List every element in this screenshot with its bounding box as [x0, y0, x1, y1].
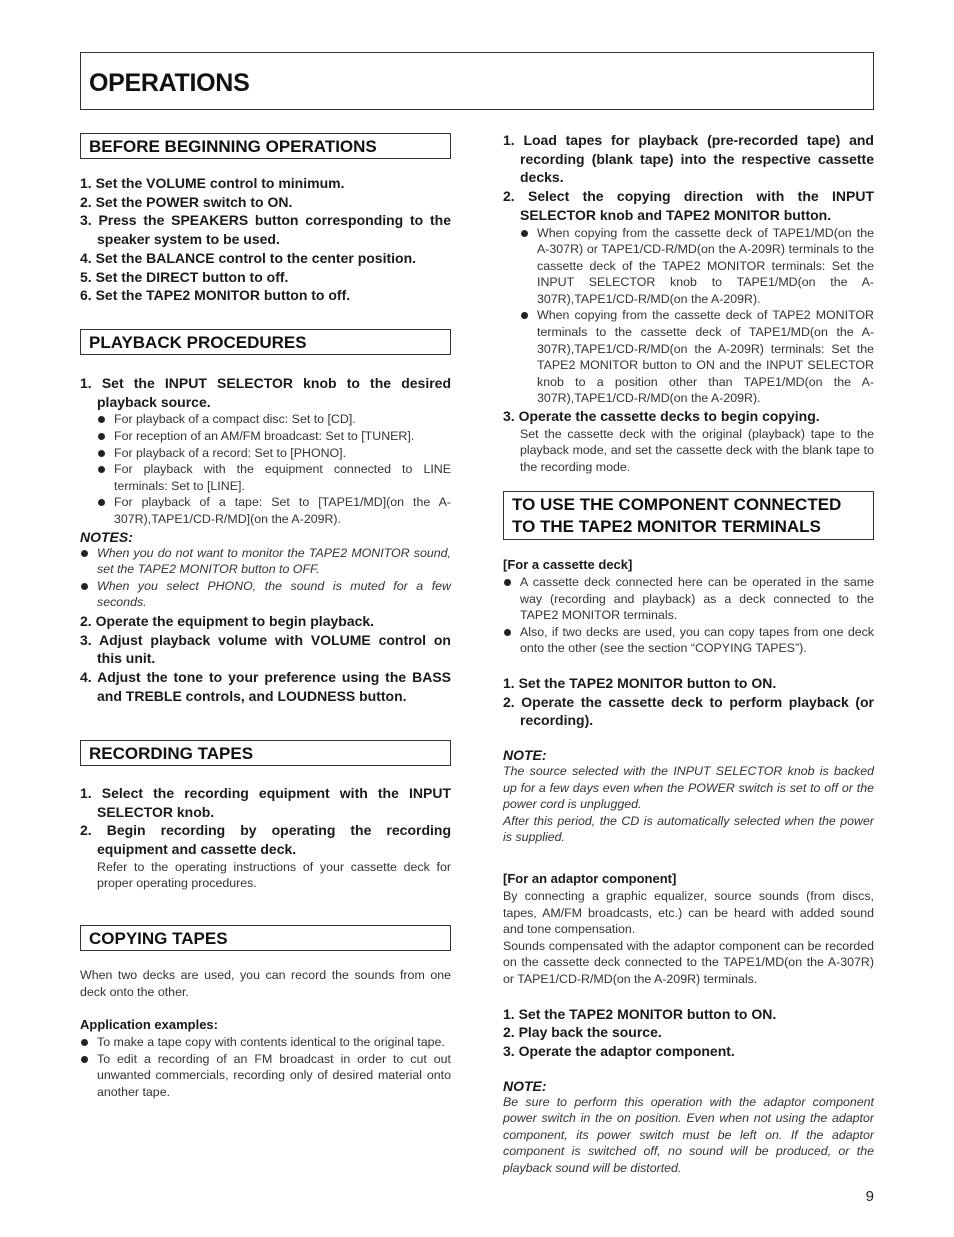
- cassette-deck-heading: [For a cassette deck]: [503, 557, 633, 572]
- component-heading-line1: TO USE THE COMPONENT CONNECTED: [512, 495, 842, 514]
- step-item: 4. Adjust the tone to your preference using the BASS and TREBLE controls, and LOUDNESS button.: [80, 669, 451, 704]
- step-item: 1. Set the VOLUME control to minimum.: [80, 175, 345, 191]
- section-heading-copying: COPYING TAPES: [80, 925, 451, 951]
- page-title: OPERATIONS: [89, 69, 250, 97]
- adaptor-text: Sounds compensated with the adaptor component can be recorded on the cassette deck connected to the TAPE1/MD(on the A-307R) or TAPE1/CD-R/MD(on the A-209R) terminals.: [503, 938, 874, 986]
- section-heading-before-beginning: BEFORE BEGINNING OPERATIONS: [80, 133, 451, 159]
- application-examples-heading: Application examples:: [80, 1017, 218, 1033]
- bullet-item: For playback with the equipment connected to LINE terminals: Set to [LINE].: [97, 461, 451, 494]
- bullet-item: For playback of a compact disc: Set to [CD].: [97, 411, 451, 428]
- note-text: The source selected with the INPUT SELECTOR knob is backed up for a few days even when the POWER switch is set to off or the power cord is unplugged.: [503, 764, 874, 812]
- notes-heading: NOTES:: [80, 528, 133, 545]
- bullet-item: Also, if two decks are used, you can copy tapes from one deck onto the other (see the section “COPYING TAPES”).: [503, 624, 874, 657]
- adaptor-block: [503, 871, 874, 1177]
- step-item: 2. Operate the cassette deck to perform playback (or recording).: [503, 693, 874, 729]
- note-text: After this period, the CD is automatically selected when the power is supplied.: [503, 813, 874, 845]
- copying-block: [80, 967, 451, 1101]
- bullet-icon: [98, 466, 105, 473]
- copying-steps-block: [503, 131, 874, 476]
- cassette-deck-block: [503, 557, 874, 846]
- note-heading: NOTE:: [503, 747, 547, 764]
- bullet-item: For playback of a tape: Set to [TAPE1/MD](on the A-307R),TAPE1/CD-R/MD](on the A-209R).: [97, 494, 451, 527]
- bullet-icon: [98, 433, 105, 440]
- bullet-icon: [81, 1056, 88, 1063]
- bullet-item: When copying from the cassette deck of TAPE1/MD(on the A-307R) or TAPE1/CD-R/MD(on the A-209R) terminals to the cassette deck of the TAPE2 MONITOR terminals: Set the INPUT SELECTOR knob to TAPE1/MD(on the A-307R),TAPE1/CD-R/MD(on the A-209R).: [520, 225, 874, 308]
- page-number: 9: [865, 1188, 874, 1205]
- step-item: 1. Load tapes for playback (pre-recorded tape) and recording (blank tape) into the respective cassette decks.: [503, 132, 874, 186]
- bullet-icon: [81, 1039, 88, 1046]
- bullet-icon: [81, 583, 88, 590]
- bullet-item: To make a tape copy with contents identical to the original tape.: [80, 1034, 451, 1051]
- section-heading-playback: PLAYBACK PROCEDURES: [80, 329, 451, 355]
- step-item: 2. Select the copying direction with the INPUT SELECTOR knob and TAPE2 MONITOR button.: [503, 188, 874, 223]
- step-item: 3. Press the SPEAKERS button corresponding to the speaker system to be used.: [80, 212, 451, 248]
- step-item: 5. Set the DIRECT button to off.: [80, 268, 289, 285]
- step-item: 3. Operate the cassette decks to begin copying.: [503, 408, 820, 425]
- step-item: 4. Set the BALANCE control to the center position.: [80, 249, 417, 266]
- bullet-icon: [98, 416, 105, 423]
- note-item: When you select PHONO, the sound is muted for a few seconds.: [80, 578, 451, 611]
- step-item: 2. Set the POWER switch to ON.: [80, 193, 293, 210]
- step-item: 1. Select the recording equipment with the INPUT SELECTOR knob.: [80, 785, 451, 820]
- section-heading-component: [503, 491, 874, 540]
- note-item: When you do not want to monitor the TAPE2 MONITOR sound, set the TAPE2 MONITOR button to OFF.: [80, 545, 451, 578]
- bullet-icon: [504, 629, 511, 636]
- adaptor-text: By connecting a graphic equalizer, source sounds (from discs, tapes, AM/FM broadcasts, etc.) can be heard with added sound and tone compensation.: [503, 889, 874, 937]
- copying-step3-text: Set the cassette deck with the original (playback) tape to the playback mode, and set the cassette deck with the blank tape to the recording mode.: [520, 426, 874, 474]
- step-item: 2. Play back the source.: [503, 1024, 662, 1041]
- component-heading-line2: TO THE TAPE2 MONITOR TERMINALS: [512, 517, 821, 536]
- step-item: 3. Operate the adaptor component.: [503, 1042, 735, 1059]
- step-item: 2. Begin recording by operating the recording equipment and cassette deck.: [80, 822, 451, 858]
- before-beginning-steps: [80, 174, 451, 305]
- step-item: 1. Set the INPUT SELECTOR knob to the desired playback source.: [80, 375, 451, 410]
- bullet-item: To edit a recording of an FM broadcast in order to cut out unwanted commercials, recording only of desired material onto another tape.: [80, 1051, 451, 1101]
- bullet-item: When copying from the cassette deck of TAPE2 MONITOR terminals to the cassette deck of TAPE1/MD(on the A-307R),TAPE1/CD-R/MD(on the A-209R) terminals: Set the TAPE2 MONITOR button to ON and the INPUT SELECTOR knob to a position other than TAPE1/MD(on the A-307R),TAPE1/CD-R/MD(on the A-209R).: [520, 307, 874, 407]
- bullet-item: For playback of a record: Set to [PHONO].: [97, 445, 451, 462]
- adaptor-heading: [For an adaptor component]: [503, 871, 677, 886]
- recording-block: [80, 784, 451, 892]
- bullet-icon: [521, 230, 528, 237]
- step-item: 1. Set the TAPE2 MONITOR button to ON.: [503, 1005, 777, 1022]
- step-item: 3. Adjust playback volume with VOLUME control on this unit.: [80, 631, 451, 667]
- step-item: 1. Set the TAPE2 MONITOR button to ON.: [503, 674, 777, 691]
- step-item: 6. Set the TAPE2 MONITOR button to off.: [80, 287, 351, 304]
- note-text: Be sure to perform this operation with the adaptor component power switch in the on position. Even when not using the adaptor component, its power switch must be left on. If the adaptor component is switched off, no sound will be produced, or the playback sound will be distorted.: [503, 1094, 874, 1176]
- bullet-icon: [81, 550, 88, 557]
- bullet-icon: [98, 450, 105, 457]
- note-heading: NOTE:: [503, 1077, 547, 1094]
- bullet-icon: [98, 499, 105, 506]
- section-heading-recording: RECORDING TAPES: [80, 740, 451, 766]
- step-item: 2. Operate the equipment to begin playback.: [80, 612, 375, 629]
- recording-text: Refer to the operating instructions of your cassette deck for proper operating procedures.: [97, 859, 451, 891]
- bullet-icon: [504, 579, 511, 586]
- bullet-icon: [521, 312, 528, 319]
- copying-intro: When two decks are used, you can record the sounds from one deck onto the other.: [80, 968, 451, 999]
- page-title-box: [80, 52, 874, 110]
- bullet-item: A cassette deck connected here can be operated in the same way (recording and playback) as a deck connected to the TAPE2 MONITOR terminals.: [503, 574, 874, 624]
- bullet-item: For reception of an AM/FM broadcast: Set to [TUNER].: [97, 428, 451, 445]
- playback-block: [80, 374, 451, 705]
